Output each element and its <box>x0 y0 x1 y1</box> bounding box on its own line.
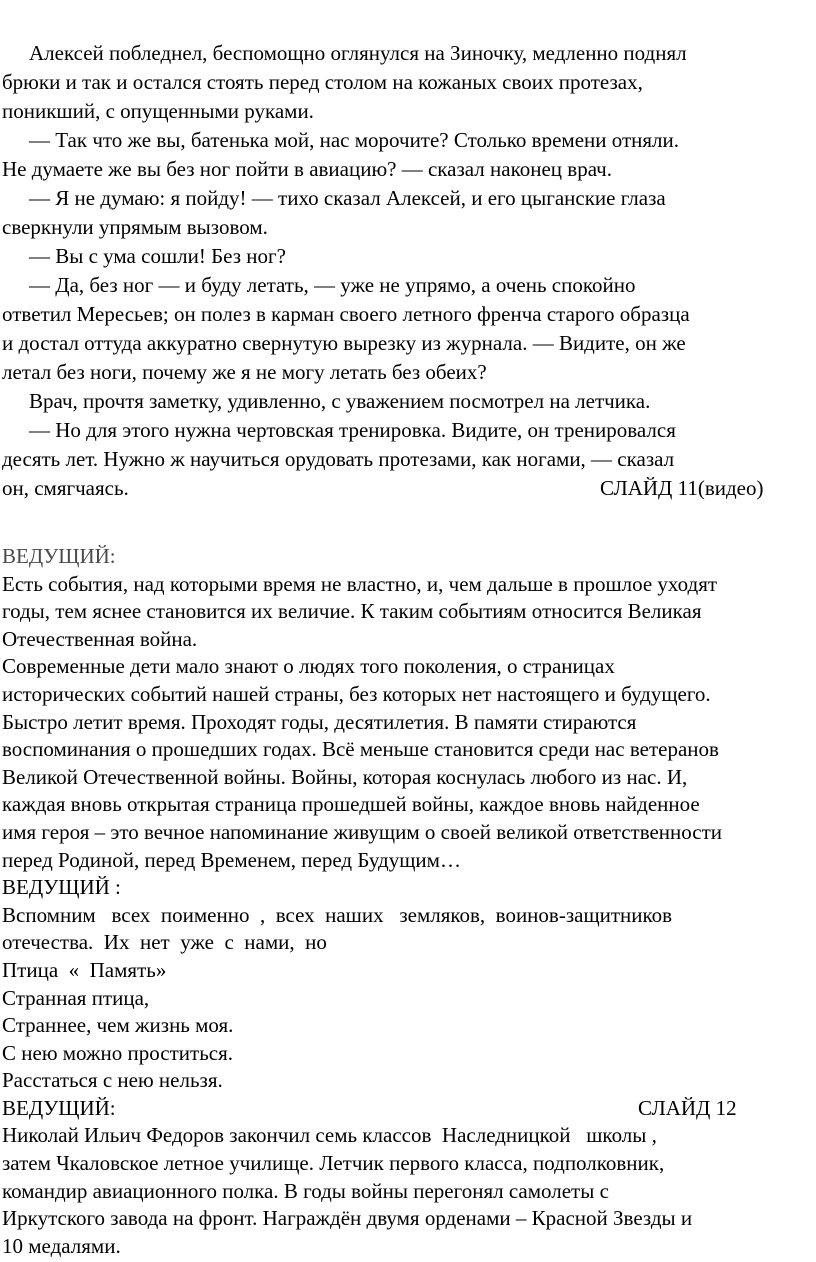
host-text-line: Быстро летит время. Проходят годы, десятилетия. В памяти стираются <box>2 709 637 734</box>
story-line: Врач, прочтя заметку, удивленно, с уважением посмотрел на летчика. <box>29 389 651 413</box>
story-line: — Я не думаю: я пойду! — тихо сказал Алексей, и его цыганские глаза <box>29 186 666 210</box>
story-line: Не думаете же вы без ног пойти в авиацию? — сказал наконец врач. <box>2 157 612 181</box>
bio-line: Николай Ильич Федоров закончил семь классов Наследницкой школы , <box>2 1123 657 1148</box>
host-text-line: исторических событий нашей страны, без которых нет настоящего и будущего. <box>2 681 711 706</box>
host-text-line: годы, тем яснее становится их величие. К таким событиям относится Великая <box>2 599 702 624</box>
host-text-line: имя героя – это вечное напоминание живущим о своей великой ответственности <box>2 819 723 844</box>
slide-11-label: СЛАЙД 11(видео) <box>600 476 764 500</box>
story-last-line: он, смягчаясь. СЛАЙД 11(видео) <box>2 474 802 503</box>
story-line: сверкнули упрямым вызовом. <box>2 215 268 239</box>
host-heading-3: ВЕДУЩИЙ: <box>2 1095 116 1120</box>
story-line: десять лет. Нужно ж научиться орудовать протезами, как ногами, — сказал <box>2 447 675 471</box>
story-line: — Вы с ума сошли! Без ног? <box>29 244 286 268</box>
bio-line: затем Чкаловское летное училище. Летчик первого класса, подполковник, <box>2 1151 665 1176</box>
host-heading-3-row <box>2 1095 814 1123</box>
poem-line: С нею можно проститься. <box>2 1040 233 1065</box>
bio-line: командир авиационного полка. В годы войны перегонял самолеты с <box>2 1178 609 1203</box>
poem-line: Птица « Память» <box>2 957 167 982</box>
bio-line: 10 медалями. <box>2 1233 121 1258</box>
host-text-line: перед Родиной, перед Временем, перед Будущим… <box>2 847 461 872</box>
story-line: ответил Мересьев; он полез в карман своего летного френча старого образца <box>2 302 690 326</box>
story-passage <box>2 39 802 503</box>
host-text-line: Отечественная война. <box>2 626 198 651</box>
bio-line: Иркутского завода на фронт. Награждён двумя орденами – Красной Звезды и <box>2 1206 693 1231</box>
story-line: — Так что же вы, батенька мой, нас морочите? Столько времени отняли. <box>29 128 680 152</box>
story-line: Алексей побледнел, беспомощно оглянулся на Зиночку, медленно поднял <box>29 41 687 65</box>
story-line: — Да, без ног — и буду летать, — уже не упрямо, а очень спокойно <box>29 273 636 297</box>
host-text-line: Современные дети мало знают о людях того поколения, о страницах <box>2 654 615 679</box>
poem-line: Страннее, чем жизнь моя. <box>2 1013 234 1038</box>
story-line: поникший, с опущенными руками. <box>2 99 314 123</box>
story-line: брюки и так и остался стоять перед столом на кожаных своих протезах, <box>2 70 643 94</box>
story-line: — Но для этого нужна чертовская тренировка. Видите, он тренировался <box>29 418 676 442</box>
poem-line: отечества. Их нет уже с нами, но <box>2 930 327 955</box>
host-heading-1: ВЕДУЩИЙ: <box>2 544 116 568</box>
host-text-line: каждая вновь открытая страница прошедшей войны, каждое вновь найденное <box>2 792 700 817</box>
slide-12-label: СЛАЙД 12 <box>638 1095 737 1120</box>
poem-line: Расстаться с нею нельзя. <box>2 1068 223 1093</box>
story-line: и достал оттуда аккуратно свернутую вырезку из журнала. — Видите, он же <box>2 331 686 355</box>
poem-line: Странная птица, <box>2 985 150 1010</box>
host-text-line: воспоминания о прошедших годах. Всё меньше становится среди нас ветеранов <box>2 737 719 762</box>
host-section <box>2 543 814 1260</box>
story-line: летал без ноги, почему же я не могу летать без обеих? <box>2 360 487 384</box>
poem-line: Вспомним всех поименно , всех наших земляков, воинов-защитников <box>2 902 673 927</box>
host-text-line: Есть события, над которыми время не властно, и, чем дальше в прошлое уходят <box>2 571 718 596</box>
host-text-line: Великой Отечественной войны. Войны, которая коснулась любого из нас. И, <box>2 764 688 789</box>
host-heading-2: ВЕДУЩИЙ : <box>2 875 121 900</box>
